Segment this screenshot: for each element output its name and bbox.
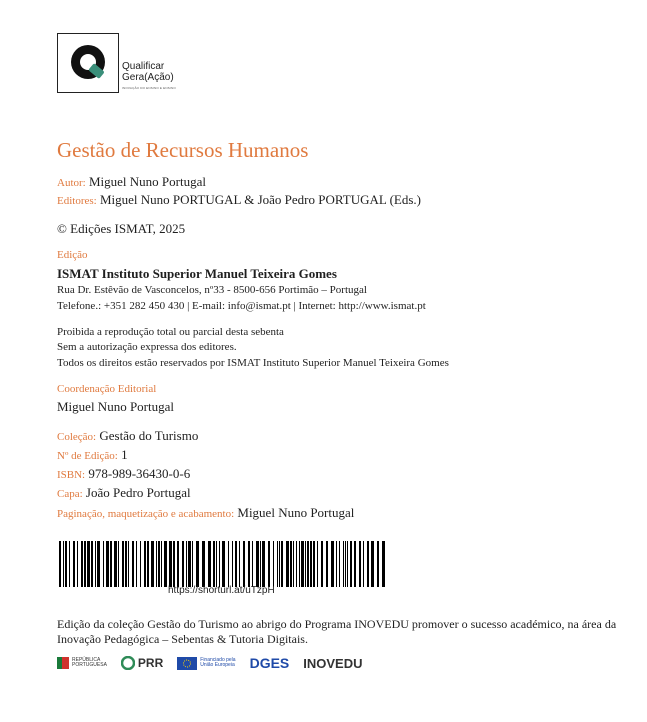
edition-contacts: Telefone.: +351 282 450 430 | E-mail: info@ismat.pt | Internet: http://www.ismat.pt (57, 300, 426, 312)
logo-wordmark (122, 61, 176, 94)
logo-line2: Gera(Ação) (122, 72, 174, 83)
partner-logos (57, 654, 363, 672)
eu-line1: Financiado pela (200, 657, 236, 663)
editors-value: Miguel Nuno PORTUGAL & João Pedro PORTUGAL (Eds.) (99, 192, 421, 207)
coordination-value: Miguel Nuno Portugal (57, 399, 174, 414)
page-title: Gestão de Recursos Humanos (57, 138, 309, 162)
inovedu-text: INOVEDU (303, 655, 363, 671)
cover-value: João Pedro Portugal (85, 485, 191, 500)
collection-value: Gestão do Turismo (99, 428, 199, 443)
republica-flag-icon (57, 657, 69, 669)
eu-line2: União Europeia (200, 662, 235, 668)
republica-line2: PORTUGUESA (72, 662, 107, 668)
prr-circle-icon (121, 656, 135, 670)
editors-label: Editores: (57, 195, 97, 207)
republica-line1: REPÚBLICA (72, 657, 101, 663)
author-line (57, 174, 206, 190)
rights-line-2: Sem a autorização expressa dos editores. (57, 341, 237, 353)
prr-logo (121, 656, 163, 670)
cover-label: Capa: (57, 488, 83, 500)
editors-line (57, 192, 421, 208)
republica-logo (57, 657, 107, 669)
collection-label: Coleção: (57, 431, 97, 443)
eu-flag-icon (177, 657, 197, 670)
isbn-value: 978-989-36430-0-6 (88, 466, 191, 481)
q-logo-icon (58, 34, 118, 92)
layout-line (57, 505, 354, 521)
edition-number-line (57, 447, 128, 463)
rights-line-3: Todos os direitos estão reservados por ISMAT Instituto Superior Manuel Teixeira Gomes (57, 357, 449, 369)
copyright: © Edições ISMAT, 2025 (57, 221, 186, 236)
rights-line-1: Proibida a reprodução total ou parcial desta sebenta (57, 326, 284, 338)
layout-label: Paginação, maquetização e acabamento: (57, 508, 235, 520)
author-label: Autor: (57, 177, 86, 189)
edition-label: Edição (57, 249, 88, 261)
edition-address: Rua Dr. Estêvão de Vasconcelos, nº33 - 8500-656 Portimão – Portugal (57, 284, 367, 296)
edition-institution: ISMAT Instituto Superior Manuel Teixeira Gomes (57, 266, 337, 281)
isbn-label: ISBN: (57, 469, 86, 481)
eu-logo (177, 657, 235, 670)
layout-value: Miguel Nuno Portugal (237, 505, 355, 520)
isbn-line (57, 466, 190, 482)
edition-number-value: 1 (121, 447, 128, 462)
logo-tagline: INOVAÇÃO DO ENSINO E ENSINO (122, 86, 176, 90)
barcode (59, 541, 387, 587)
edition-number-label: Nº de Edição: (57, 450, 118, 462)
dges-logo (249, 654, 290, 671)
coordination-label: Coordenação Editorial (57, 383, 157, 395)
footer-note: Edição da coleção Gestão do Turismo ao abrigo do Programa INOVEDU promover o sucesso académico, na área da Inovação Pedagógica – Sebentas & Tutoria Digitais. (57, 617, 617, 646)
logo-line1: Qualificar (122, 61, 165, 72)
barcode-url: https://shorturl.at/uTzpH (168, 585, 275, 596)
prr-text: PRR (137, 655, 164, 670)
author-value: Miguel Nuno Portugal (88, 174, 206, 189)
cover-line (57, 485, 191, 501)
qualificar-logo (57, 33, 119, 93)
inovedu-logo (303, 655, 363, 671)
dges-text: DGES (249, 654, 290, 671)
collection-line (57, 428, 198, 444)
